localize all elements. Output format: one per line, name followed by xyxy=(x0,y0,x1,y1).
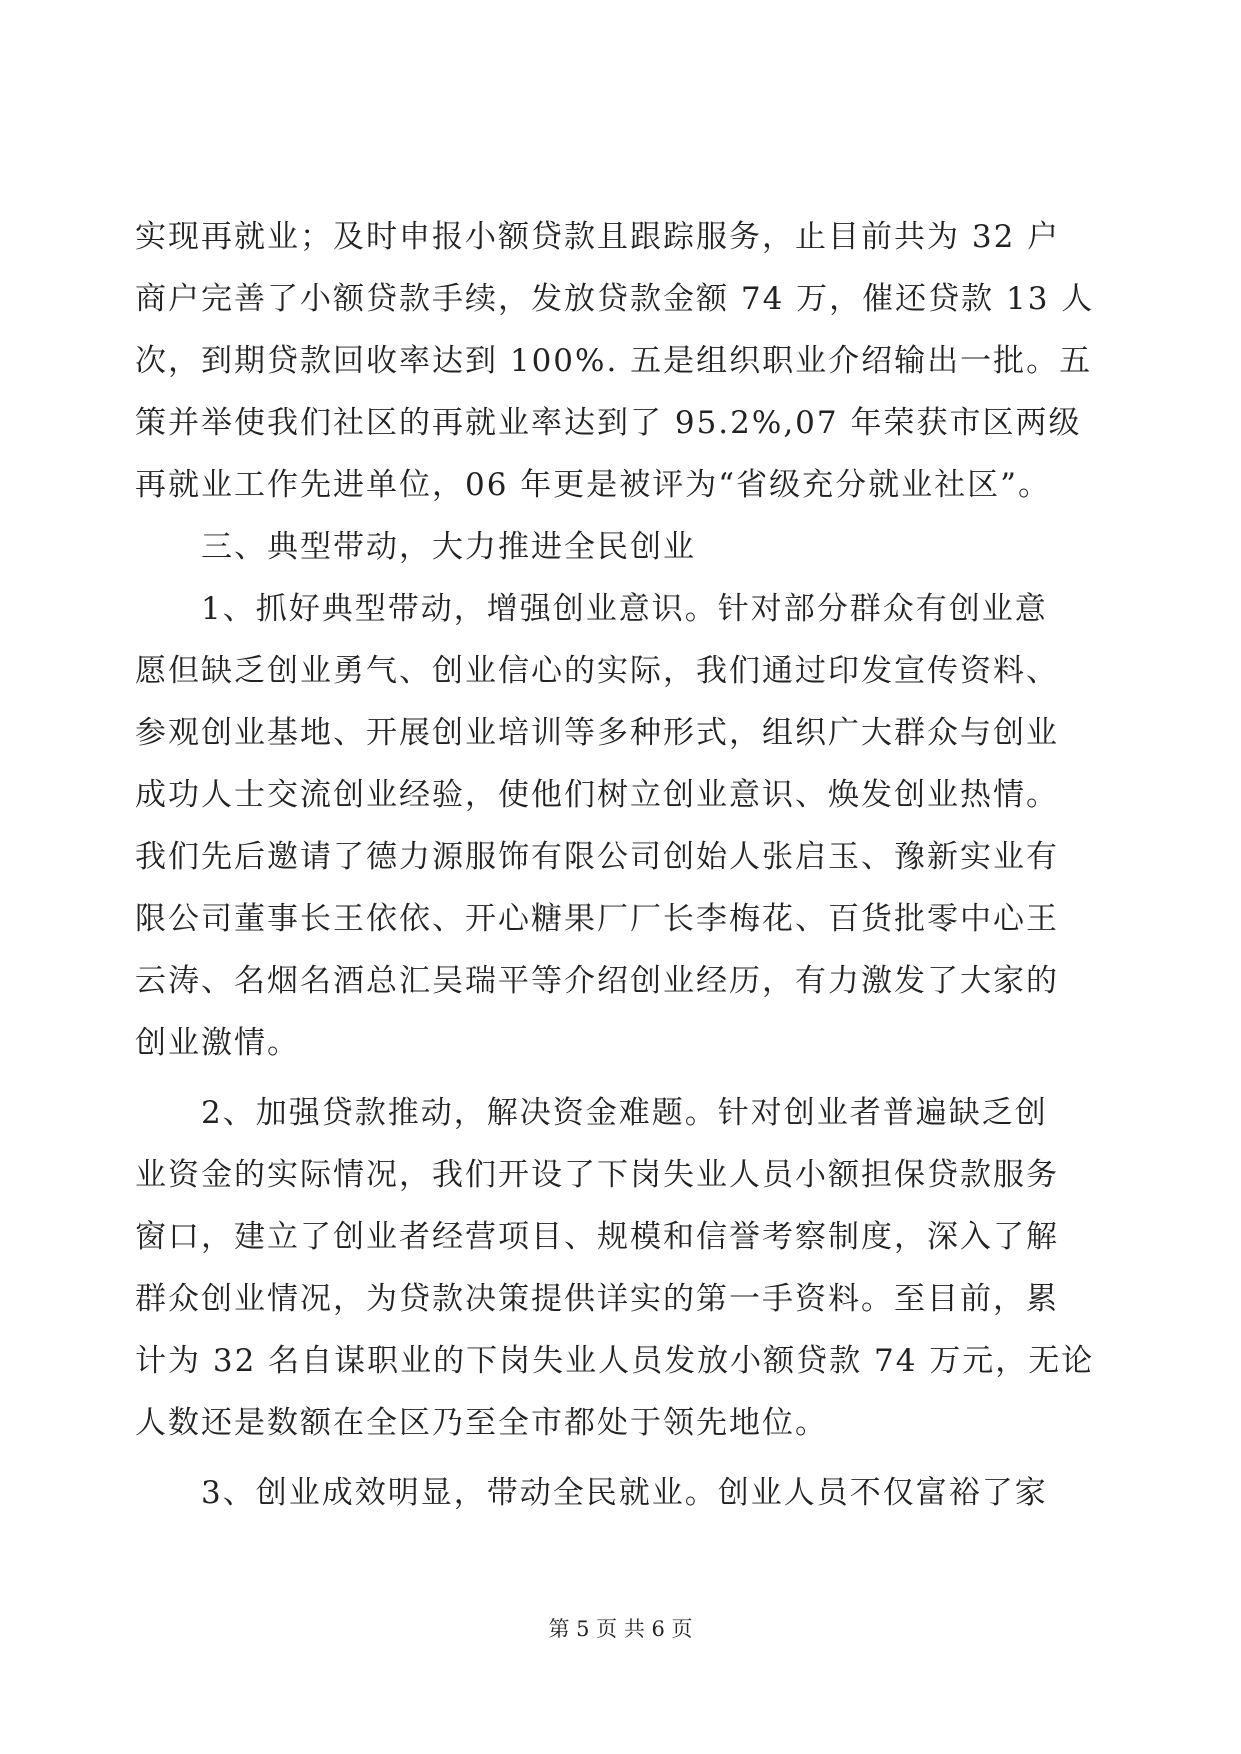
section-heading: 三、典型带动，大力推进全民创业 xyxy=(135,529,696,565)
text-line: 参观创业基地、开展创业培训等多种形式，组织广大群众与创业 xyxy=(135,715,1059,751)
text-line: 次，到期贷款回收率达到 100%. 五是组织职业介绍输出一批。五 xyxy=(135,343,1093,379)
text-line: 人数还是数额在全区乃至全市都处于领先地位。 xyxy=(135,1405,828,1441)
text-line: 成功人士交流创业经验，使他们树立创业意识、焕发创业热情。 xyxy=(135,777,1059,813)
text-line: 商户完善了小额贷款手续，发放贷款金额 74 万，催还贷款 13 人 xyxy=(135,281,1095,317)
text-line: 实现再就业；及时申报小额贷款且跟踪服务，止目前共为 32 户 xyxy=(135,219,1061,255)
text-line: 限公司董事长王依依、开心糖果厂厂长李梅花、百货批零中心王 xyxy=(135,901,1059,937)
text-line: 2、加强贷款推动，解决资金难题。针对创业者普遍缺乏创 xyxy=(135,1095,1048,1131)
page-footer: 第 5 页 共 6 页 xyxy=(548,1617,693,1641)
text-line: 策并举使我们社区的再就业率达到了 95.2%,07 年荣获市区两级 xyxy=(135,405,1082,441)
text-line: 愿但缺乏创业勇气、创业信心的实际，我们通过印发宣传资料、 xyxy=(135,653,1059,689)
text-line: 1、抓好典型带动，增强创业意识。针对部分群众有创业意 xyxy=(135,591,1048,627)
text-line: 3、创业成效明显，带动全民就业。创业人员不仅富裕了家 xyxy=(135,1475,1048,1511)
paragraph-gap xyxy=(135,1454,1075,1462)
text-line: 再就业工作先进单位，06 年更是被评为“省级充分就业社区”。 xyxy=(135,467,1051,503)
text-line: 群众创业情况，为贷款决策提供详实的第一手资料。至目前，累 xyxy=(135,1281,1059,1317)
document-body xyxy=(135,206,1095,1524)
text-line: 云涛、名烟名酒总汇吴瑞平等介绍创业经历，有力激发了大家的 xyxy=(135,963,1059,999)
text-line: 创业激情。 xyxy=(135,1025,300,1061)
text-line: 计为 32 名自谋职业的下岗失业人员发放小额贷款 74 万元，无论 xyxy=(135,1343,1095,1379)
text-line: 窗口，建立了创业者经营项目、规模和信誉考察制度，深入了解 xyxy=(135,1219,1059,1255)
text-line: 业资金的实际情况，我们开设了下岗失业人员小额担保贷款服务 xyxy=(135,1157,1059,1193)
text-line: 我们先后邀请了德力源服饰有限公司创始人张启玉、豫新实业有 xyxy=(135,839,1059,875)
paragraph-gap xyxy=(135,1074,1075,1082)
